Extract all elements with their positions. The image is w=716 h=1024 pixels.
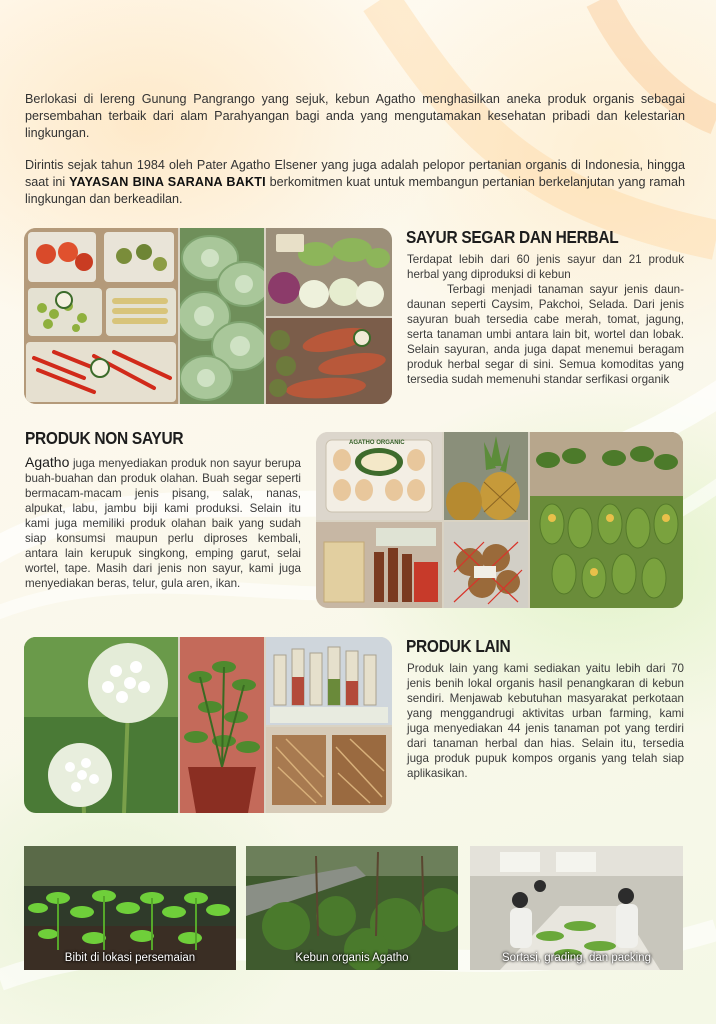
nonsayur-section-text (25, 455, 301, 591)
kohlrabi-photo (266, 228, 392, 316)
non-vegetable-photo-collage (316, 432, 683, 608)
intro-paragraph-2-end: berkomitmen kuat untuk membangun pertanian berkelanjutan yang ramah lingkungan dan berkeadilan. (25, 175, 685, 206)
sayur-section-heading: SAYUR SEGAR DAN HERBAL (406, 228, 619, 248)
eggs-box-photo (316, 432, 442, 520)
caption-nursery: Bibit di lokasi persemaian (64, 952, 196, 964)
other-products-photo-collage (24, 637, 392, 813)
vegetable-photo-collage (24, 228, 392, 404)
pineapple-photo (444, 432, 528, 520)
nonsayur-section-heading: PRODUK NON SAYUR (25, 429, 184, 449)
agatho-brand-word: Agatho (25, 454, 70, 470)
packaged-vegetables-photo (24, 228, 178, 404)
processed-products-photo (316, 522, 442, 608)
caption-garden: Kebun organis Agatho (295, 952, 409, 964)
potted-herb-photo (180, 637, 264, 813)
papaya-crates-photo (530, 432, 683, 608)
lain-section-heading: PRODUK LAIN (406, 637, 511, 657)
seedling-nursery-photo (24, 846, 236, 970)
sweet-potato-photo (266, 318, 392, 404)
produce-net-bag-photo (444, 522, 528, 608)
lain-section-text: Produk lain yang kami sediakan yaitu lebih dari 70 jenis benih lokal organis hasil penangkaran di kebun sendiri. Menjawab kebutuhan masyarakat perkotaan yang menggandrugi aktivitas urban farming, kami juga menyediakan 44 jenis tanaman pot yang terdiri dari tanaman herbal dan hias. Selain itu, tersedia juga produk pupuk kompos organis yang telah siap aplikasikan. (407, 662, 684, 780)
intro-paragraph-1: Berlokasi di lereng Gunung Pangrango yang sejuk, kebun Agatho menghasilkan aneka produk organis sebagai persembahan terbaik dari alam Parahyangan bagi anda yang mengutamakan kesehatan pribadi dan kelestarian lingkungan. (25, 92, 685, 140)
intro-paragraph-2 (25, 157, 685, 208)
flower-seed-plant-photo (24, 637, 178, 813)
nonsayur-text-body: juga menyediakan produk non sayur berupa buah-buahan dan produk olahan. Buah segar seperti bermacam-macam jenis pisang, salak, nanas, alpukat, labu, jambu biji kami produksi. Selain itu kami juga memiliki produk olahan baik yang sudah siap konsumsi maupun perlu diproses kembali, antara lain kerupuk singkong, emping garut, selai wortel, tape. Masih dari jenis non sayur, kami juga menyediakan beras, telur, gula aren, ikan. (25, 457, 301, 590)
cabbage-photo (180, 228, 264, 404)
sorting-packing-photo (470, 846, 683, 970)
foundation-name: YAYASAN BINA SARANA BAKTI (69, 175, 266, 189)
sayur-text-line-2: Terbagi menjadi tanaman sayur jenis daun-daunan seperti Caysim, Pakchoi, Selada. Dari jenis sayuran buah tersedia cabe merah, tomat, jagung, serta tanaman umbi antara lain bit, wortel dan lobak. Selain sayuran, anda juga dapat menemui beragam produk herbal segar di sini. Semua komoditas yang tersedia sudah memenuhi standar serfikasi organik (407, 283, 684, 386)
agatho-organic-label: AGATHO ORGANIC (349, 440, 405, 446)
intro-paragraph-2-start: Dirintis sejak tahun 1984 oleh Pater Agatho Elsener yang juga adalah pelopor pertanian organis di Indonesia, hingga saat ini (25, 158, 685, 189)
compost-roots-photo (266, 727, 392, 813)
sayur-section-text (407, 252, 684, 387)
organic-garden-photo (246, 846, 458, 970)
sayur-text-line-1: Terdapat lebih dari 60 jenis sayur dan 21 produk herbal yang diproduksi di kebun (407, 253, 684, 281)
seed-bottles-photo (266, 637, 392, 725)
caption-sorting: Sortasi, grading, dan packing (502, 952, 651, 964)
